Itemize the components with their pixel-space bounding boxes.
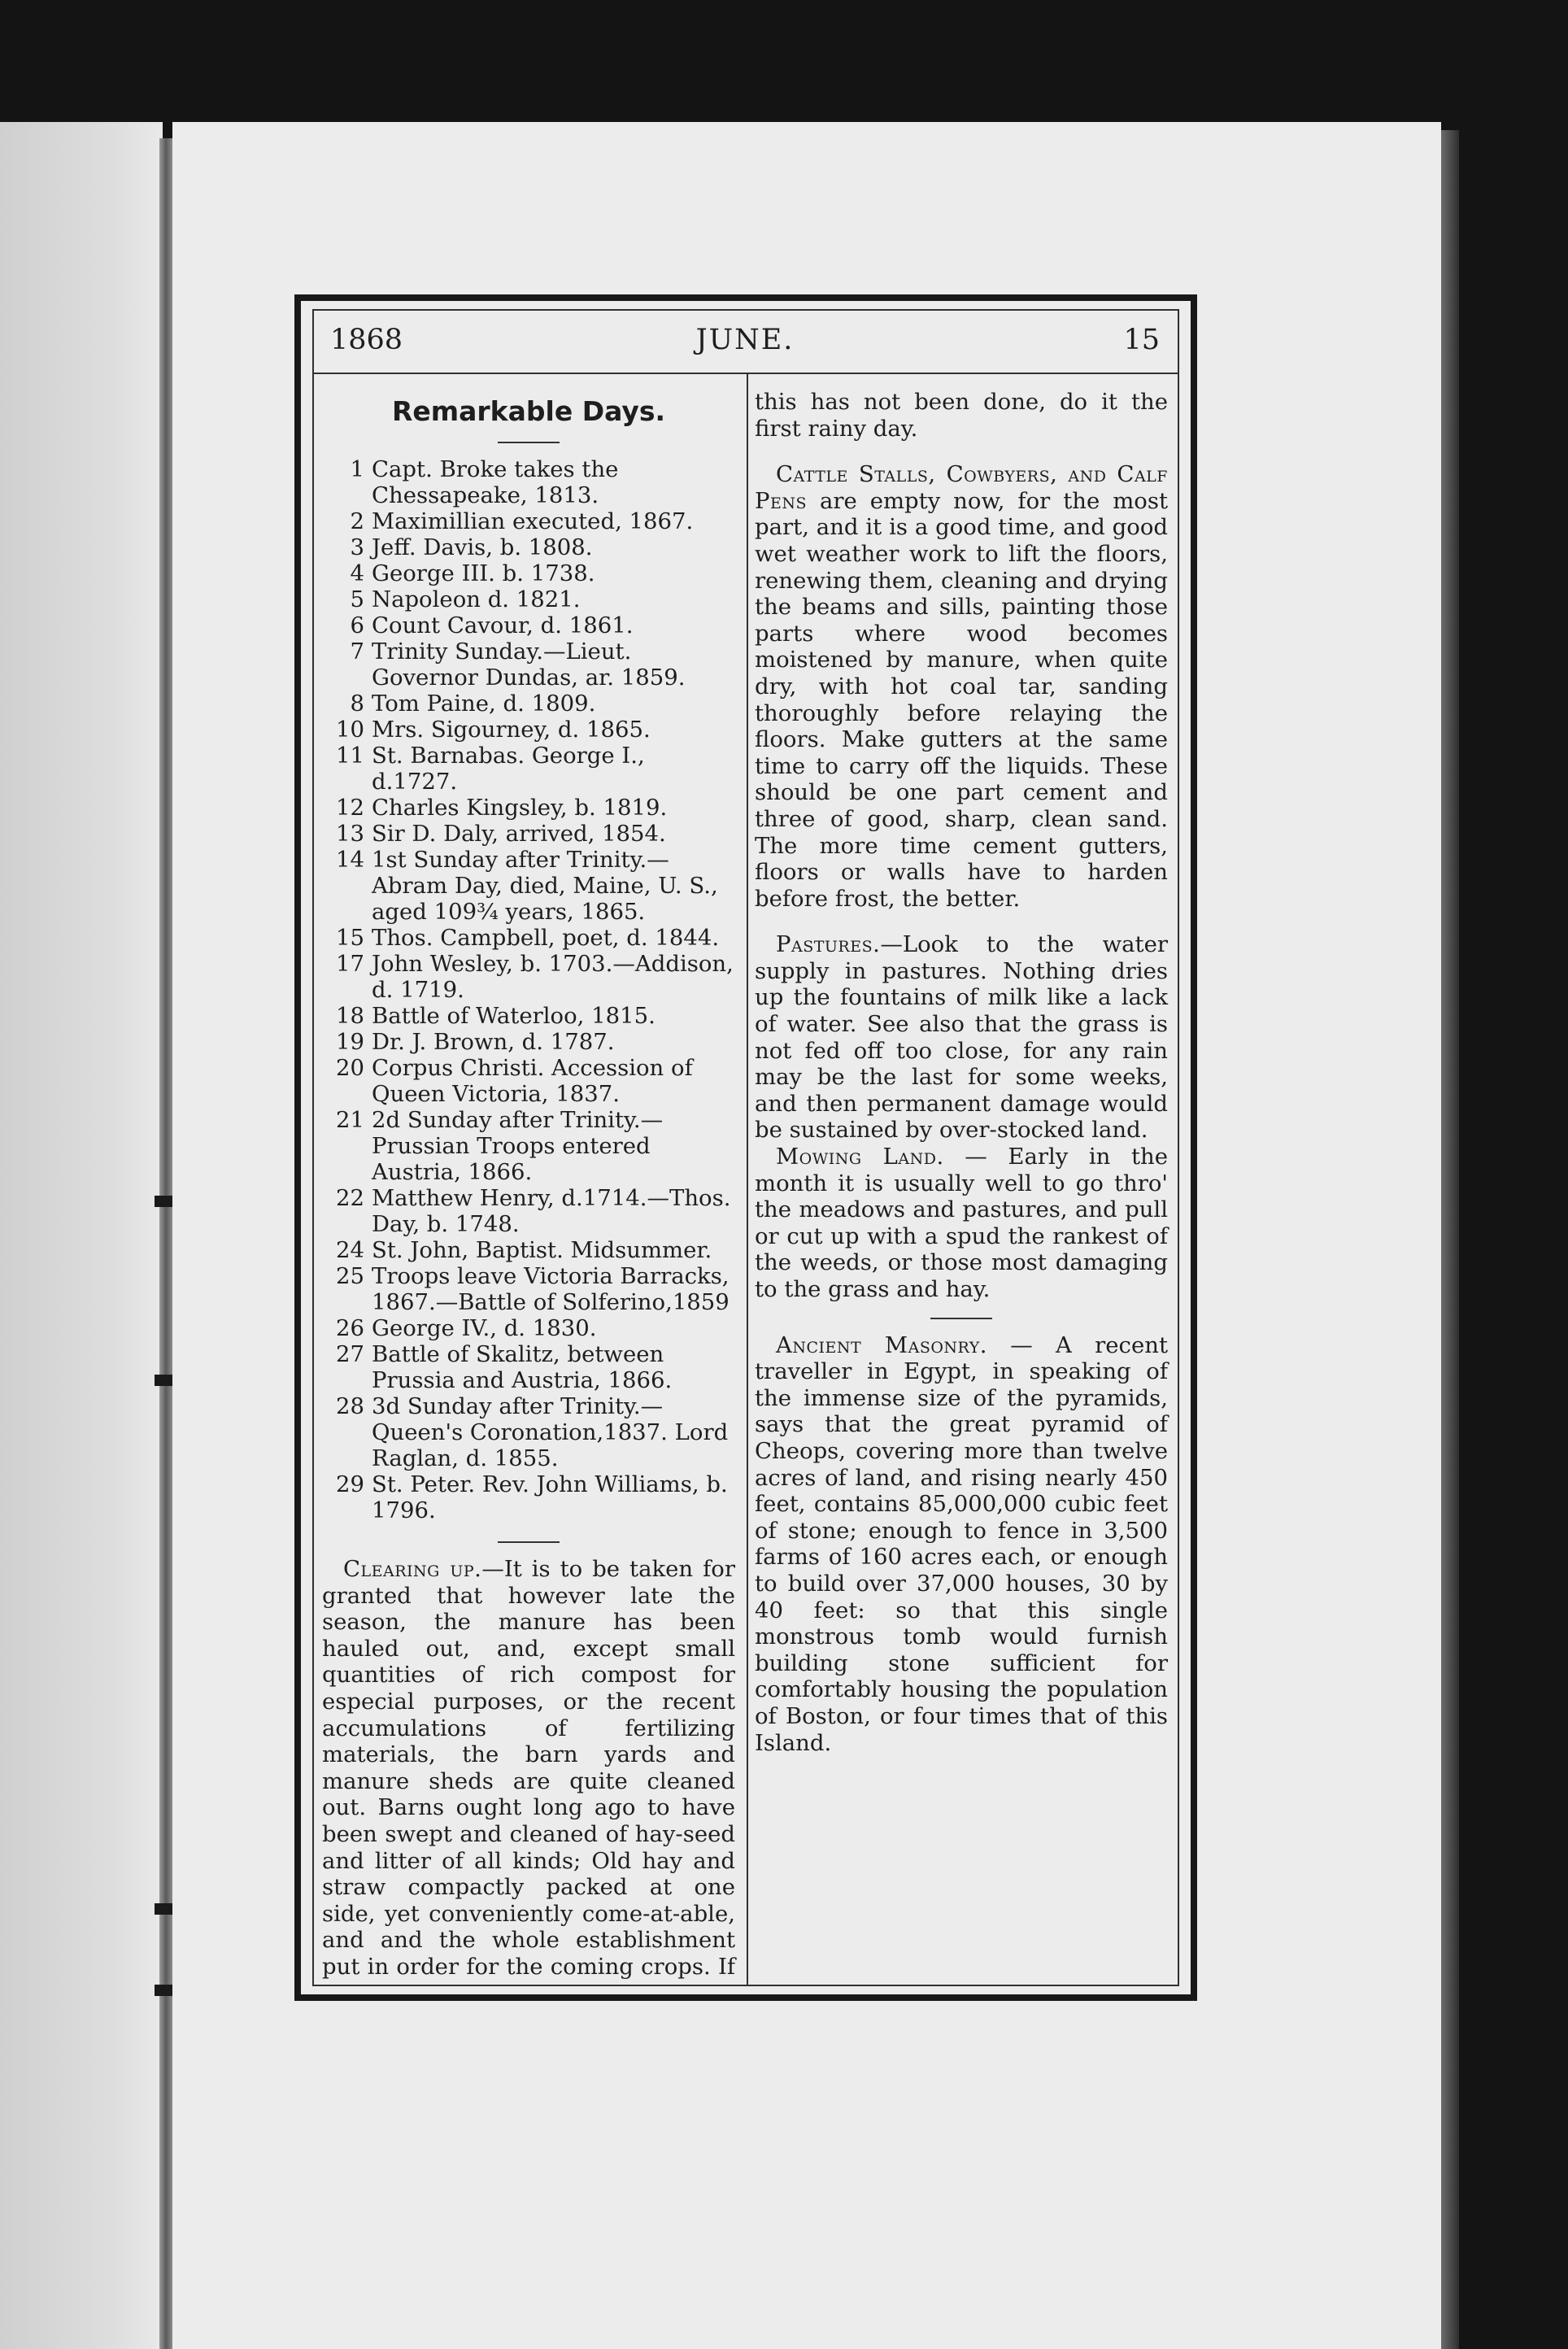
day-number: 7: [350, 638, 364, 665]
day-number: 24: [336, 1237, 364, 1263]
day-event: St. Barnabas. George I., d.1727.: [372, 743, 645, 795]
remarkable-day-item: [322, 743, 735, 795]
header-rule: [314, 373, 1178, 374]
remarkable-day-item: [322, 1029, 735, 1055]
pastures-paragraph: [755, 931, 1168, 1144]
remarkable-day-item: [322, 847, 735, 925]
header-month: JUNE.: [695, 324, 795, 356]
cattle-stalls-text: are empty now, for the most part, and it is a good time, and good wet weather work to lift the floors, renewing them, cleaning and drying the beams and sills, painting those parts where wood becomes moistened by manure, when quite dry, with hot coal tar, sanding thoroughly before relaying the floors. Make gutters at the same time to carry off the liquids. These should be one part cement and three of good, sharp, clean sand. The more time cement gutters, floors or walls have to harden before frost, the better.: [755, 487, 1168, 912]
day-number: 13: [336, 821, 364, 847]
day-event: Troops leave Victoria Barracks, 1867.—Battle of Solferino,1859: [372, 1263, 730, 1315]
day-number: 21: [336, 1107, 364, 1133]
day-number: 6: [350, 612, 364, 638]
pastures-heading: Pastures.: [776, 931, 881, 958]
day-event: St. Peter. Rev. John Williams, b. 1796.: [372, 1471, 728, 1523]
book-gutter: [159, 138, 172, 2349]
clearing-up-paragraph: [322, 1556, 735, 1981]
remarkable-day-item: [322, 1263, 735, 1315]
day-event: Capt. Broke takes the Chessapeake, 1813.: [372, 456, 619, 508]
column-divider: [747, 374, 748, 1985]
day-number: 8: [350, 691, 364, 717]
day-event: Tom Paine, d. 1809.: [372, 691, 596, 717]
remarkable-day-item: [322, 1003, 735, 1029]
remarkable-day-item: [322, 1393, 735, 1471]
remarkable-day-item: [322, 638, 735, 691]
day-event: George IV., d. 1830.: [372, 1315, 597, 1341]
remarkable-day-item: [322, 1055, 735, 1107]
day-event: St. John, Baptist. Midsummer.: [372, 1237, 712, 1263]
day-number: 28: [336, 1393, 364, 1419]
remarkable-day-item: [322, 717, 735, 743]
remarkable-day-item: [322, 1471, 735, 1523]
day-number: 11: [336, 743, 364, 769]
clearing-up-text: —It is to be taken for granted that however late the season, the manure has been hauled out, and, except small quantities of rich compost for especial purposes, or the recent accumulations of fertilizing materials, the barn yards and manure sheds are quite cleaned out. Barns ought long ago to have been swept and cleaned of hay-seed and litter of all kinds; Old hay and straw compactly packed at one side, yet conveniently come-at-able, and and the whole establishment put in order for the coming crops. If: [322, 1556, 735, 1980]
remarkable-day-item: [322, 612, 735, 638]
day-number: 22: [336, 1185, 364, 1211]
remarkable-day-item: [322, 821, 735, 847]
page-edge: [1441, 130, 1459, 2349]
day-event: 3d Sunday after Trinity.—Queen's Coronation,1837. Lord Raglan, d. 1855.: [372, 1393, 729, 1471]
mowing-land-paragraph: [755, 1144, 1168, 1303]
remarkable-day-item: [322, 1237, 735, 1263]
remarkable-day-item: [322, 691, 735, 717]
day-event: Thos. Campbell, poet, d. 1844.: [372, 925, 720, 951]
day-number: 3: [350, 534, 364, 560]
right-column: [755, 389, 1168, 1756]
ancient-masonry-paragraph: [755, 1332, 1168, 1757]
clearing-up-heading: Clearing up.: [343, 1556, 482, 1582]
day-event: Matthew Henry, d.1714.—Thos. Day, b. 1748.: [372, 1185, 731, 1237]
remarkable-day-item: [322, 586, 735, 612]
header-year: 1868: [330, 324, 403, 356]
day-event: John Wesley, b. 1703.—Addison, d. 1719.: [372, 951, 734, 1003]
cattle-stalls-heading: Cattle Stalls, Cowbyers, and Calf Pens: [755, 461, 1168, 514]
day-number: 18: [336, 1003, 364, 1029]
day-event: 1st Sunday after Trinity.—Abram Day, died, Maine, U. S., aged 109¾ years, 1865.: [372, 847, 718, 925]
clearing-up-continuation: [755, 389, 1168, 442]
ancient-masonry-heading: Ancient Masonry.: [776, 1331, 988, 1358]
remarkable-day-item: [322, 1315, 735, 1341]
day-event: Corpus Christi. Accession of Queen Victoria, 1837.: [372, 1055, 693, 1107]
day-number: 2: [350, 508, 364, 534]
day-number: 19: [336, 1029, 364, 1055]
section-rule: [930, 1318, 992, 1319]
remarkable-day-item: [322, 1107, 735, 1185]
remarkable-day-item: [322, 456, 735, 508]
day-event: Napoleon d. 1821.: [372, 586, 581, 612]
day-event: Mrs. Sigourney, d. 1865.: [372, 717, 651, 743]
day-number: 1: [350, 456, 364, 482]
day-number: 26: [336, 1315, 364, 1341]
remarkable-day-item: [322, 534, 735, 560]
day-event: Count Cavour, d. 1861.: [372, 612, 634, 638]
day-event: George III. b. 1738.: [372, 560, 595, 586]
remarkable-day-item: [322, 1341, 735, 1393]
remarkable-day-item: [322, 508, 735, 534]
day-event: Charles Kingsley, b. 1819.: [372, 795, 668, 821]
remarkable-day-item: [322, 951, 735, 1003]
clearing-up-text-continued: this has not been done, do it the first rainy day.: [755, 389, 1168, 442]
day-number: 27: [336, 1341, 364, 1367]
day-number: 10: [336, 717, 364, 743]
remarkable-day-item: [322, 560, 735, 586]
mowing-land-heading: Mowing Land.: [776, 1144, 944, 1170]
day-event: Jeff. Davis, b. 1808.: [372, 534, 593, 560]
day-number: 20: [336, 1055, 364, 1081]
day-event: Battle of Skalitz, between Prussia and Austria, 1866.: [372, 1341, 673, 1393]
left-column: [322, 389, 735, 1981]
day-number: 5: [350, 586, 364, 612]
remarkable-day-item: [322, 795, 735, 821]
day-number: 14: [336, 847, 364, 873]
ancient-masonry-text: — A recent traveller in Egypt, in speaking of the immense size of the pyramids, says that the great pyramid of Cheops, covering more than twelve acres of land, and rising nearly 450 feet, contains 85,000,000 cubic feet of stone; enough to fence in 3,500 farms of 160 acres each, or enough to build over 37,000 houses, 30 by 40 feet: so that this single monstrous tomb would furnish building stone sufficient for comfortably housing the population of Boston, or four times that of this Island.: [755, 1331, 1168, 1756]
day-event: 2d Sunday after Trinity.—Prussian Troops entered Austria, 1866.: [372, 1107, 664, 1185]
mowing-land-text: — Early in the month it is usually well to go thro' the meadows and pastures, and pull or cut up with a spud the rankest of the weeds, or those most damaging to the grass and hay.: [755, 1144, 1168, 1302]
day-number: 25: [336, 1263, 364, 1289]
day-number: 12: [336, 795, 364, 821]
day-number: 17: [336, 951, 364, 977]
pastures-text: —Look to the water supply in pastures. Nothing dries up the fountains of milk like a lack of water. See also that the grass is not fed off too close, for any rain may be the last for some weeks, and then permanent damage would be sustained by over-stocked land.: [755, 931, 1168, 1144]
day-event: Battle of Waterloo, 1815.: [372, 1003, 656, 1029]
page-header: [325, 324, 1165, 363]
day-number: 15: [336, 925, 364, 951]
cattle-stalls-paragraph: [755, 461, 1168, 912]
day-event: Sir D. Daly, arrived, 1854.: [372, 821, 666, 847]
page-number: 15: [1123, 324, 1160, 356]
day-event: Trinity Sunday.—Lieut. Governor Dundas, ar. 1859.: [372, 638, 686, 691]
title-rule: [498, 442, 560, 443]
section-rule: [498, 1541, 560, 1543]
remarkable-day-item: [322, 1185, 735, 1237]
remarkable-day-item: [322, 925, 735, 951]
day-number: 4: [350, 560, 364, 586]
remarkable-days-list: [322, 456, 735, 1523]
day-event: Maximillian executed, 1867.: [372, 508, 694, 534]
left-page: [0, 122, 163, 2349]
day-event: Dr. J. Brown, d. 1787.: [372, 1029, 615, 1055]
day-number: 29: [336, 1471, 364, 1497]
remarkable-days-title: Remarkable Days.: [391, 395, 666, 427]
